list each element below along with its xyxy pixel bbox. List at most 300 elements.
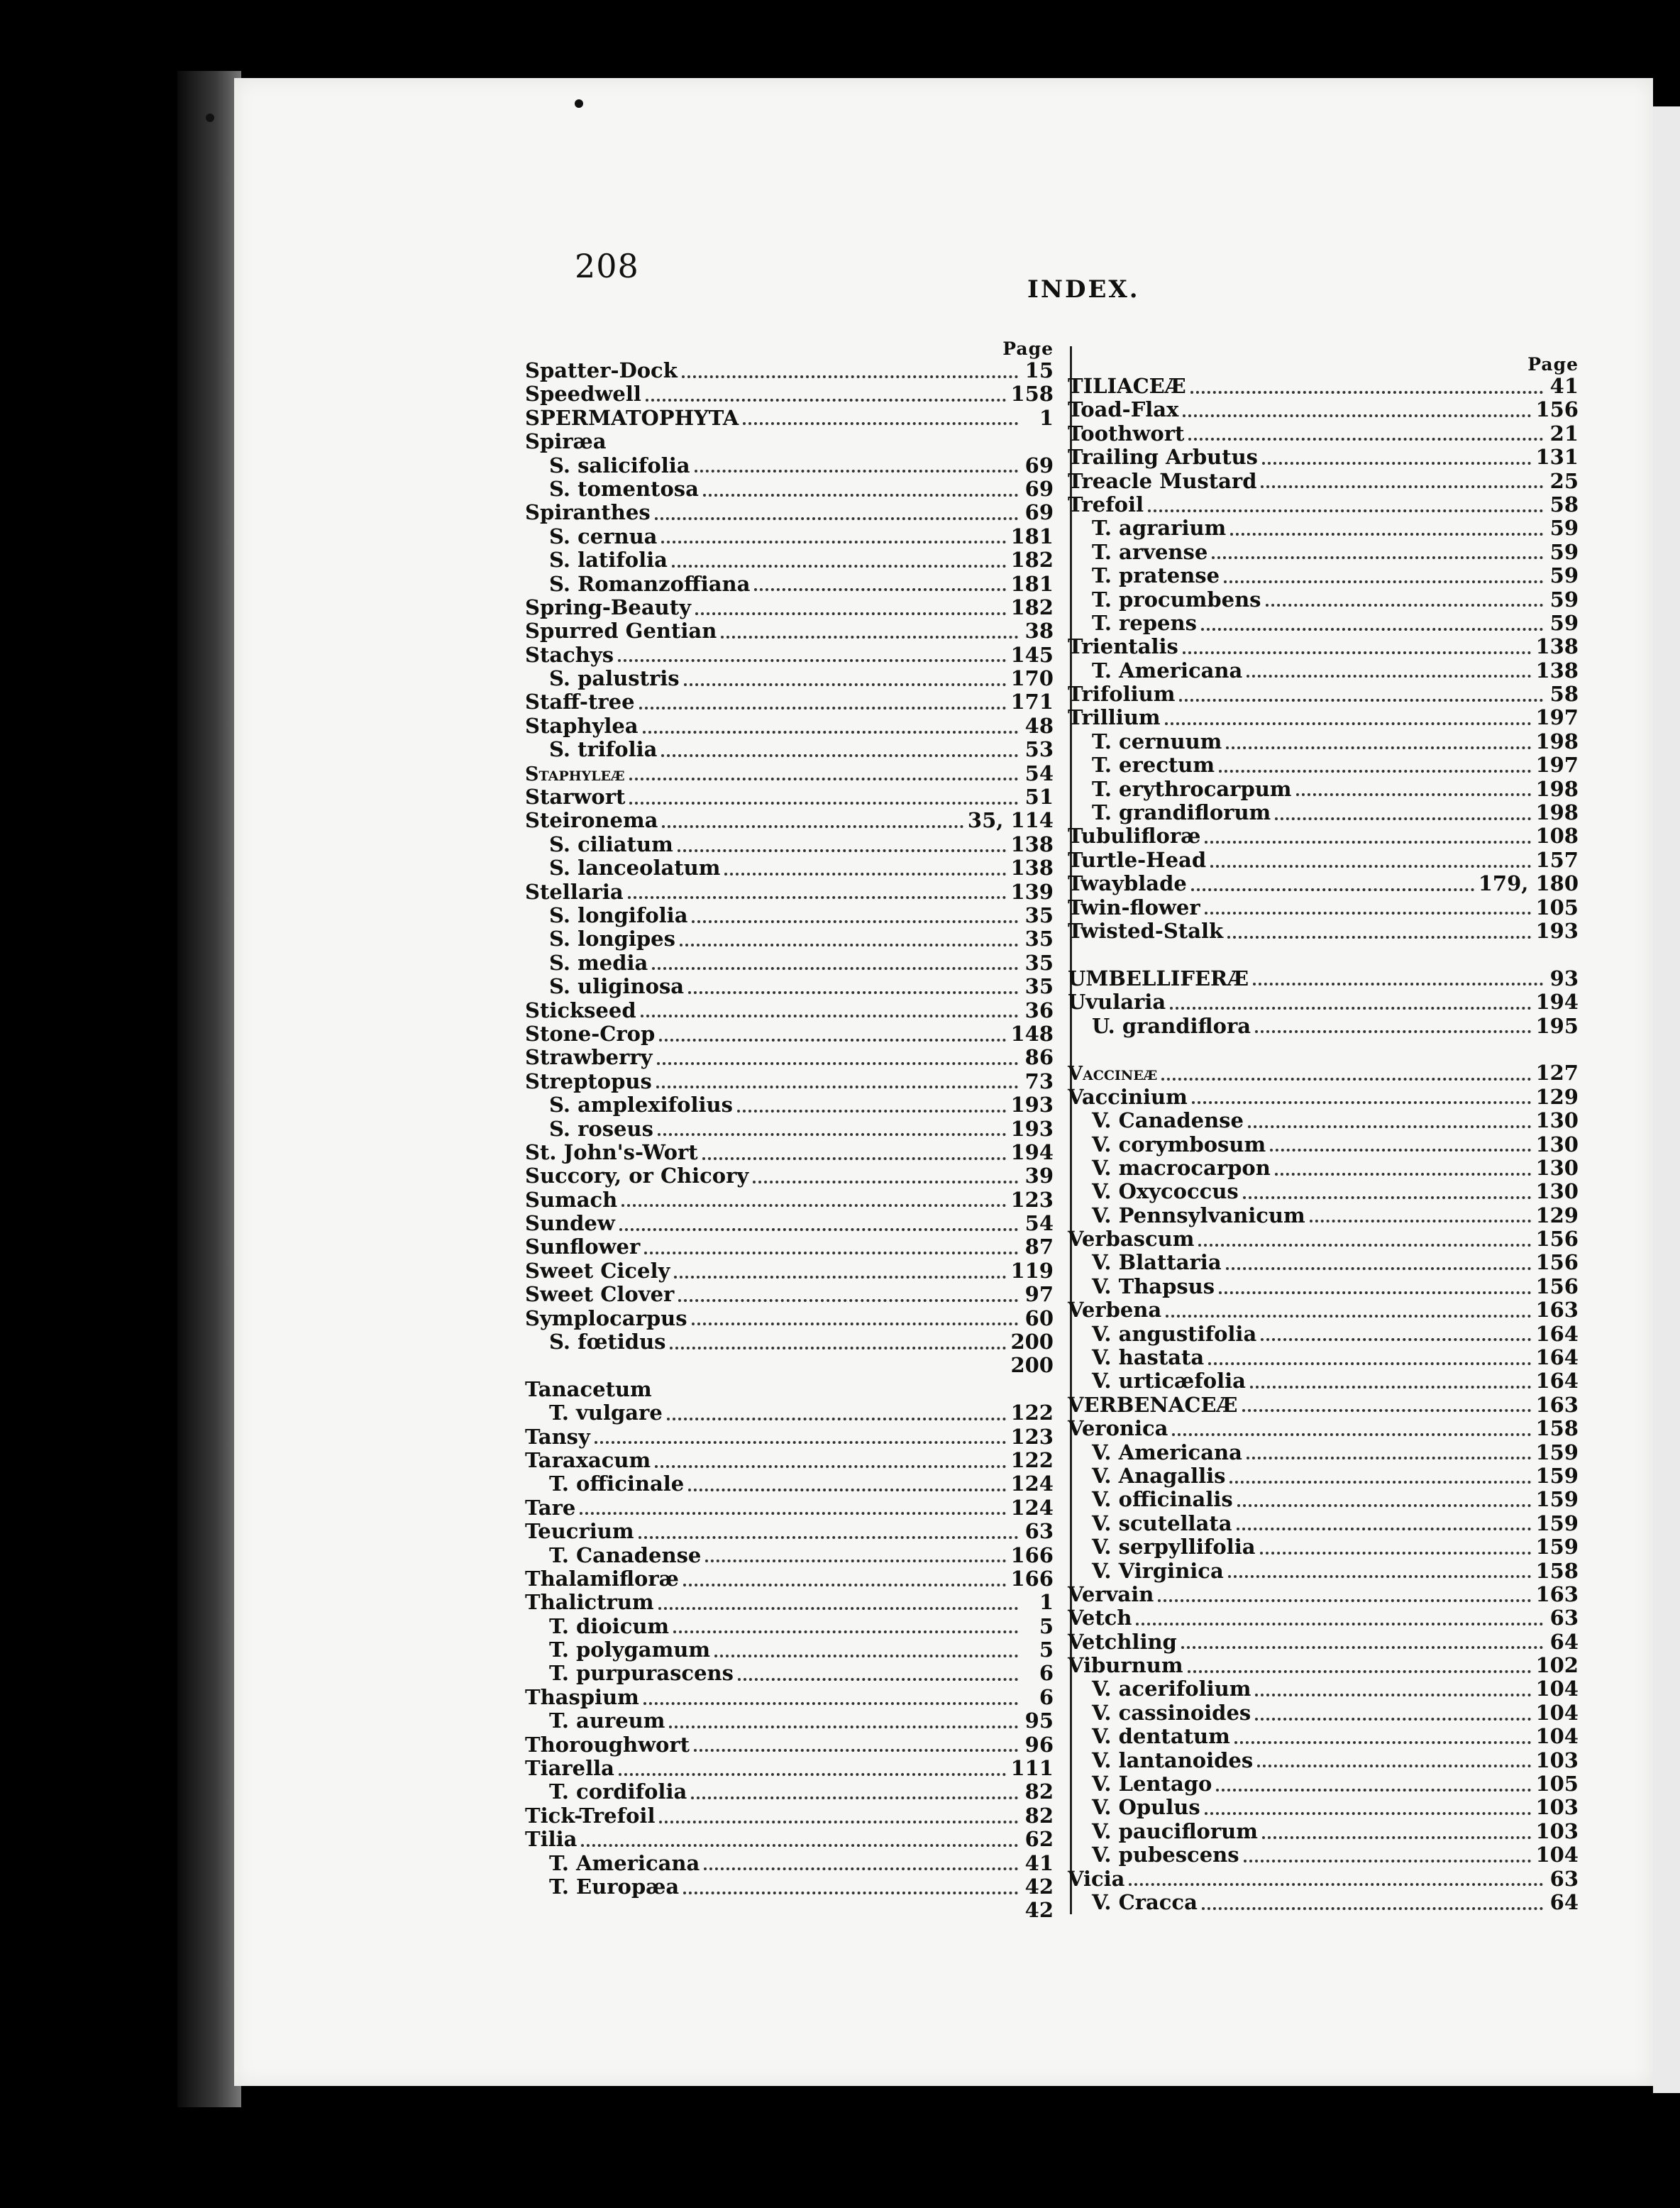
index-entry: [1068, 730, 1579, 754]
index-term: T. arvense: [1092, 539, 1208, 564]
index-term: Teucrium: [525, 1519, 634, 1544]
index-page-ref: 158: [1535, 1558, 1579, 1583]
index-term: Veronica: [1068, 1416, 1168, 1441]
index-page-ref: 103: [1535, 1818, 1579, 1843]
leader-dots: [688, 991, 1018, 994]
index-entry: [525, 1401, 1054, 1425]
leader-dots: [1262, 462, 1531, 465]
index-term: Steironema: [525, 808, 658, 833]
index-term: V. Oxycoccus: [1092, 1179, 1239, 1204]
index-term: V. serpyllifolia: [1092, 1535, 1256, 1560]
index-entry: [525, 1307, 1054, 1330]
index-term: V. Blattaria: [1092, 1250, 1222, 1275]
index-entry: [1068, 706, 1579, 729]
index-term: Thalictrum: [525, 1590, 654, 1615]
leader-dots: [1181, 1646, 1543, 1649]
leader-dots: [662, 825, 963, 828]
leader-dots: [670, 1347, 1006, 1349]
index-entry: [525, 927, 1054, 951]
leader-dots: [1172, 1433, 1531, 1436]
index-term: S. latifolia: [549, 548, 668, 573]
index-entry: [1068, 1512, 1579, 1535]
index-entry: [525, 1449, 1054, 1472]
index-term: Vervain: [1068, 1582, 1154, 1606]
page-column-label: Page: [1002, 338, 1054, 359]
index-entry: [1068, 398, 1579, 421]
index-page-ref: 193: [1010, 1116, 1054, 1141]
leader-dots: [1234, 1741, 1532, 1744]
index-entry: [525, 501, 1054, 524]
index-term: Turtle-Head: [1068, 847, 1207, 872]
index-term: S. longipes: [549, 927, 675, 951]
leader-dots: [1255, 1030, 1531, 1033]
index-entry: [1068, 1369, 1579, 1393]
index-entry: [1068, 422, 1579, 446]
index-entry: [525, 856, 1054, 880]
index-term: V. officinalis: [1092, 1487, 1233, 1512]
index-term: Stickseed: [525, 998, 636, 1022]
leader-dots: [1228, 1575, 1532, 1578]
index-page-ref: 123: [1010, 1424, 1054, 1449]
index-term: Uvularia: [1068, 990, 1166, 1015]
index-entry: [1068, 1843, 1579, 1867]
index-page-ref: 193: [1535, 918, 1579, 943]
leader-dots: [641, 1015, 1018, 1017]
leader-dots: [580, 1512, 1006, 1515]
index-page-ref: 198: [1535, 776, 1579, 801]
index-entry: [525, 596, 1054, 619]
leader-dots: [1190, 391, 1543, 394]
index-page-ref: 104: [1535, 1724, 1579, 1749]
index-entry: [525, 1022, 1054, 1046]
leader-dots: [1179, 699, 1543, 702]
index-entry: [1068, 1086, 1579, 1109]
index-page-ref: 139: [1010, 879, 1054, 904]
index-term: Trefoil: [1068, 492, 1144, 517]
leader-dots: [714, 1655, 1018, 1657]
index-page-ref: 5: [1039, 1613, 1054, 1638]
index-page-ref: 93: [1549, 966, 1579, 990]
leader-dots: [1192, 1101, 1532, 1104]
index-term: T. pratense: [1092, 563, 1220, 588]
leader-dots: [1224, 580, 1543, 583]
index-page-ref: 15: [1024, 358, 1054, 382]
index-page-ref: 54: [1024, 1211, 1054, 1236]
index-page-ref: 103: [1535, 1748, 1579, 1772]
index-page-ref: 35, 114: [967, 808, 1054, 833]
index-term: T. aureum: [549, 1709, 665, 1733]
index-entry: [525, 525, 1054, 548]
index-page-ref: 54: [1024, 761, 1054, 785]
index-page-ref: 156: [1535, 397, 1579, 422]
page-number: 208: [575, 247, 639, 285]
index-entry: [525, 1141, 1054, 1164]
index-page-ref: 193: [1010, 1093, 1054, 1117]
index-term: Trailing Arbutus: [1068, 445, 1258, 470]
index-page-ref: 130: [1535, 1108, 1579, 1133]
index-term: T. officinale: [549, 1472, 685, 1496]
index-page-ref: 62: [1024, 1827, 1054, 1852]
leader-dots: [621, 1204, 1006, 1207]
leader-dots: [1212, 556, 1543, 559]
index-entry: [1068, 1583, 1579, 1606]
index-page-ref: 163: [1535, 1582, 1579, 1606]
index-entry: [525, 1212, 1054, 1235]
leader-dots: [658, 1607, 1018, 1610]
index-page-ref: 96: [1024, 1732, 1054, 1757]
index-term: V. urticæfolia: [1092, 1369, 1246, 1393]
index-entry: [525, 573, 1054, 596]
index-page-ref: 102: [1535, 1653, 1579, 1678]
index-entry: [1068, 1560, 1579, 1583]
index-entry: [1068, 943, 1579, 966]
index-term: Toothwort: [1068, 421, 1185, 446]
index-page-ref: 42: [1024, 1875, 1054, 1899]
leader-dots: [644, 1252, 1018, 1254]
leader-dots: [1247, 675, 1531, 678]
index-term: S. lanceolatum: [549, 856, 721, 881]
index-page-ref: 51: [1024, 785, 1054, 810]
index-page-ref: 59: [1549, 587, 1579, 612]
leader-dots: [721, 636, 1018, 639]
index-entry: [1068, 1251, 1579, 1274]
index-entry: [525, 1733, 1054, 1757]
leader-dots: [738, 1678, 1018, 1681]
index-entry: [1068, 1677, 1579, 1701]
index-page-ref: 35: [1024, 902, 1054, 927]
leader-dots: [655, 1465, 1006, 1468]
index-page-ref: 59: [1549, 563, 1579, 588]
leader-dots: [1161, 1078, 1531, 1081]
index-entry: [1068, 564, 1579, 587]
index-term: T. erythrocarpum: [1092, 776, 1292, 801]
index-term: Twisted-Stalk: [1068, 918, 1224, 943]
index-term: Twin-flower: [1068, 895, 1200, 920]
index-term: S. amplexifolius: [549, 1093, 733, 1117]
leader-dots: [618, 659, 1006, 662]
index-page-ref: 159: [1535, 1463, 1579, 1488]
page-edge: [1653, 106, 1680, 2093]
leader-dots: [1219, 770, 1531, 773]
index-page-ref: 171: [1010, 690, 1054, 714]
index-entry: [1068, 446, 1579, 469]
leader-dots: [683, 1892, 1018, 1894]
index-term: Sundew: [525, 1211, 615, 1236]
index-entry: [525, 667, 1054, 690]
leader-dots: [652, 967, 1018, 970]
index-entry: [1068, 1275, 1579, 1298]
index-term: Spatter-Dock: [525, 358, 678, 382]
index-page-ref: 108: [1535, 824, 1579, 849]
index-term: Sumach: [525, 1187, 618, 1212]
leader-dots: [657, 1062, 1018, 1065]
leader-dots: [1210, 865, 1531, 868]
leader-dots: [661, 541, 1006, 543]
index-term: T. procumbens: [1092, 587, 1261, 612]
index-page-ref: 87: [1024, 1235, 1054, 1259]
index-term: V. macrocarpon: [1092, 1155, 1271, 1180]
index-term: V. scutellata: [1092, 1511, 1232, 1535]
index-page-ref: 58: [1549, 492, 1579, 517]
index-term: Tare: [525, 1495, 576, 1520]
index-entry: [1068, 635, 1579, 658]
index-page-ref: 156: [1535, 1227, 1579, 1252]
index-page-ref: 181: [1010, 524, 1054, 548]
index-page-ref: 166: [1010, 1542, 1054, 1567]
index-term: V. Virginica: [1092, 1558, 1224, 1583]
index-page-ref: 138: [1535, 634, 1579, 659]
index-term: Staphyleæ: [525, 763, 625, 785]
index-entry: [525, 430, 1054, 453]
index-entry: [525, 714, 1054, 738]
leader-dots: [1310, 1220, 1532, 1222]
index-term: V. angustifolia: [1092, 1321, 1257, 1346]
index-entry: [1068, 990, 1579, 1014]
leader-dots: [1216, 1789, 1531, 1792]
index-page-ref: 64: [1549, 1629, 1579, 1654]
bullet-mark: [575, 99, 583, 108]
leader-dots: [691, 1796, 1018, 1799]
leader-dots: [684, 683, 1007, 686]
index-page-ref: 129: [1535, 1084, 1579, 1109]
leader-dots: [678, 849, 1007, 852]
index-entry: [1068, 1393, 1579, 1417]
index-term: Trillium: [1068, 705, 1161, 730]
leader-dots: [674, 1276, 1006, 1279]
index-term: T. Canadense: [549, 1542, 702, 1567]
index-entry: [525, 1544, 1054, 1567]
index-page-ref: 69: [1024, 500, 1054, 525]
index-page-ref: 104: [1535, 1843, 1579, 1867]
index-entry: [1068, 683, 1579, 706]
index-list-right: [1068, 375, 1579, 1914]
leader-dots: [669, 1726, 1018, 1728]
index-page-ref: 21: [1549, 421, 1579, 446]
index-entry: [525, 1259, 1054, 1283]
index-term: Strawberry: [525, 1045, 653, 1070]
index-page-ref: 38: [1024, 619, 1054, 644]
leader-dots: [1244, 1860, 1532, 1862]
leader-dots: [1158, 1599, 1531, 1602]
index-entry: [1068, 375, 1579, 398]
running-head: INDEX.: [1027, 275, 1140, 304]
index-entry: [525, 1899, 1054, 1922]
index-term: T. vulgare: [549, 1401, 663, 1425]
index-term: Sweet Clover: [525, 1282, 675, 1307]
index-entry: [525, 1828, 1054, 1851]
index-entry: [1068, 801, 1579, 824]
index-page-ref: 105: [1535, 895, 1579, 920]
index-page-ref: 164: [1535, 1369, 1579, 1393]
index-page-ref: 159: [1535, 1440, 1579, 1464]
index-entry: [525, 619, 1054, 643]
index-page-ref: 166: [1010, 1566, 1054, 1591]
index-term: S. uliginosa: [549, 974, 685, 999]
index-entry: [1068, 1772, 1579, 1796]
index-term: TILIACEÆ: [1068, 374, 1186, 398]
index-page-ref: 111: [1010, 1756, 1054, 1781]
leader-dots: [595, 1441, 1007, 1444]
index-entry: [525, 359, 1054, 382]
index-page-ref: 6: [1039, 1684, 1054, 1709]
leader-dots: [705, 1560, 1006, 1562]
index-page-ref: 198: [1535, 800, 1579, 825]
leader-dots: [659, 1039, 1006, 1042]
leader-dots: [695, 612, 1006, 615]
index-page-ref: 41: [1024, 1850, 1054, 1875]
index-entry: [525, 975, 1054, 998]
index-page-ref: 179, 180: [1478, 871, 1579, 896]
index-entry: [525, 1804, 1054, 1828]
index-term: Vaccinium: [1068, 1084, 1188, 1109]
index-page-ref: 182: [1010, 548, 1054, 573]
index-entry: [525, 1662, 1054, 1685]
index-term: V. dentatum: [1092, 1724, 1230, 1749]
index-entry: [1068, 1820, 1579, 1843]
index-term: V. pauciflorum: [1092, 1818, 1258, 1843]
leader-dots: [1260, 1552, 1532, 1555]
index-term: Succory, or Chicory: [525, 1164, 749, 1188]
leader-dots: [1198, 1244, 1531, 1247]
index-term: S. palustris: [549, 666, 680, 691]
index-entry: [1068, 778, 1579, 801]
index-entry: [1068, 1417, 1579, 1440]
index-entry: [1068, 1061, 1579, 1085]
index-term: V. acerifolium: [1092, 1677, 1251, 1701]
leader-dots: [1266, 604, 1544, 607]
leader-dots: [673, 1630, 1018, 1633]
index-page-ref: 138: [1010, 856, 1054, 881]
index-term: Verbena: [1068, 1298, 1162, 1323]
index-page-ref: 59: [1549, 539, 1579, 564]
index-page-ref: 198: [1535, 729, 1579, 754]
index-page-ref: 157: [1535, 847, 1579, 872]
index-entry: [1068, 849, 1579, 872]
index-entry: [1068, 541, 1579, 564]
leader-dots: [1136, 1623, 1543, 1625]
leader-dots: [1257, 1765, 1531, 1767]
index-page-ref: 25: [1549, 468, 1579, 493]
index-entry: [1068, 1654, 1579, 1677]
index-page-ref: 138: [1535, 658, 1579, 683]
leader-dots: [1275, 817, 1531, 820]
index-entry: [525, 1188, 1054, 1212]
index-entry: [525, 1638, 1054, 1662]
leader-dots: [629, 802, 1018, 805]
leader-dots: [629, 778, 1018, 780]
index-entry: [1068, 1464, 1579, 1488]
index-page-ref: 69: [1024, 476, 1054, 501]
index-entry: [1068, 1535, 1579, 1559]
index-page-ref: 197: [1535, 705, 1579, 730]
index-entry: [1068, 1796, 1579, 1819]
leader-dots: [692, 1323, 1018, 1325]
index-term: V. Lentago: [1092, 1772, 1212, 1796]
leader-dots: [1261, 485, 1543, 488]
leader-dots: [704, 1867, 1018, 1870]
index-term: T. cordifolia: [549, 1779, 687, 1804]
index-term: V. Opulus: [1092, 1795, 1200, 1820]
index-term: Spring-Beauty: [525, 595, 691, 619]
index-term: Vaccineæ: [1068, 1063, 1158, 1086]
index-term: Spiræa: [525, 429, 607, 454]
index-term: Streptopus: [525, 1069, 652, 1093]
index-page-ref: 156: [1535, 1250, 1579, 1275]
index-entry: [1068, 1606, 1579, 1630]
leader-dots: [753, 1181, 1018, 1183]
index-entry: [1068, 1204, 1579, 1227]
index-term: S. Romanzoffiana: [549, 571, 751, 596]
index-entry: [1068, 1749, 1579, 1772]
index-term: V. Anagallis: [1092, 1463, 1226, 1488]
index-entry: [525, 1591, 1054, 1614]
index-column-left: [525, 339, 1054, 1923]
index-entry: [525, 1164, 1054, 1188]
index-entry: [1068, 1227, 1579, 1251]
leader-dots: [639, 1536, 1018, 1539]
index-entry: [525, 738, 1054, 761]
index-term: V. corymbosum: [1092, 1132, 1266, 1157]
bullet-mark: [206, 114, 214, 122]
leader-dots: [1243, 1196, 1532, 1199]
index-page-ref: 123: [1010, 1187, 1054, 1212]
index-entry: [525, 644, 1054, 667]
index-page-ref: 159: [1535, 1487, 1579, 1512]
index-term: T. Americana: [1092, 658, 1243, 683]
index-page-ref: 86: [1024, 1045, 1054, 1070]
index-term: V. Canadense: [1092, 1108, 1244, 1133]
index-entry: [1068, 1346, 1579, 1369]
leader-dots: [1296, 793, 1532, 796]
leader-dots: [1230, 533, 1543, 536]
index-entry: [1068, 967, 1579, 990]
index-entry: [1068, 1323, 1579, 1346]
index-entry: [1068, 470, 1579, 493]
leader-dots: [724, 873, 1006, 876]
index-page-ref: 36: [1024, 998, 1054, 1022]
leader-dots: [1255, 1718, 1531, 1721]
index-page-ref: 104: [1535, 1677, 1579, 1701]
index-term: V. pubescens: [1092, 1843, 1239, 1867]
page-column-label: Page: [1527, 354, 1579, 375]
index-entry: [1068, 1157, 1579, 1180]
index-term: Vetchling: [1068, 1629, 1177, 1654]
index-entry: [525, 382, 1054, 406]
index-entry: [525, 1070, 1054, 1093]
leader-dots: [619, 1773, 1007, 1776]
index-entry: [1068, 1488, 1579, 1511]
index-term: V. Thapsus: [1092, 1274, 1215, 1298]
index-page-ref: 163: [1535, 1298, 1579, 1323]
index-entry: [1068, 1891, 1579, 1914]
index-term: Thalamifloræ: [525, 1566, 679, 1591]
index-page-ref: 159: [1535, 1535, 1579, 1560]
index-entry: [525, 548, 1054, 572]
index-entry: [525, 1875, 1054, 1899]
index-page-ref: 170: [1010, 666, 1054, 691]
index-entry: [525, 1757, 1054, 1780]
index-term: Stellaria: [525, 879, 624, 904]
leader-dots: [737, 1110, 1007, 1113]
index-entry: [525, 762, 1054, 785]
leader-dots: [1183, 651, 1532, 654]
index-page-ref: 145: [1010, 642, 1054, 667]
index-page-ref: 131: [1535, 445, 1579, 470]
leader-dots: [703, 494, 1018, 497]
leader-dots: [1129, 1883, 1543, 1886]
index-page-ref: 200: [1010, 1330, 1054, 1354]
index-page-ref: 194: [1010, 1139, 1054, 1164]
